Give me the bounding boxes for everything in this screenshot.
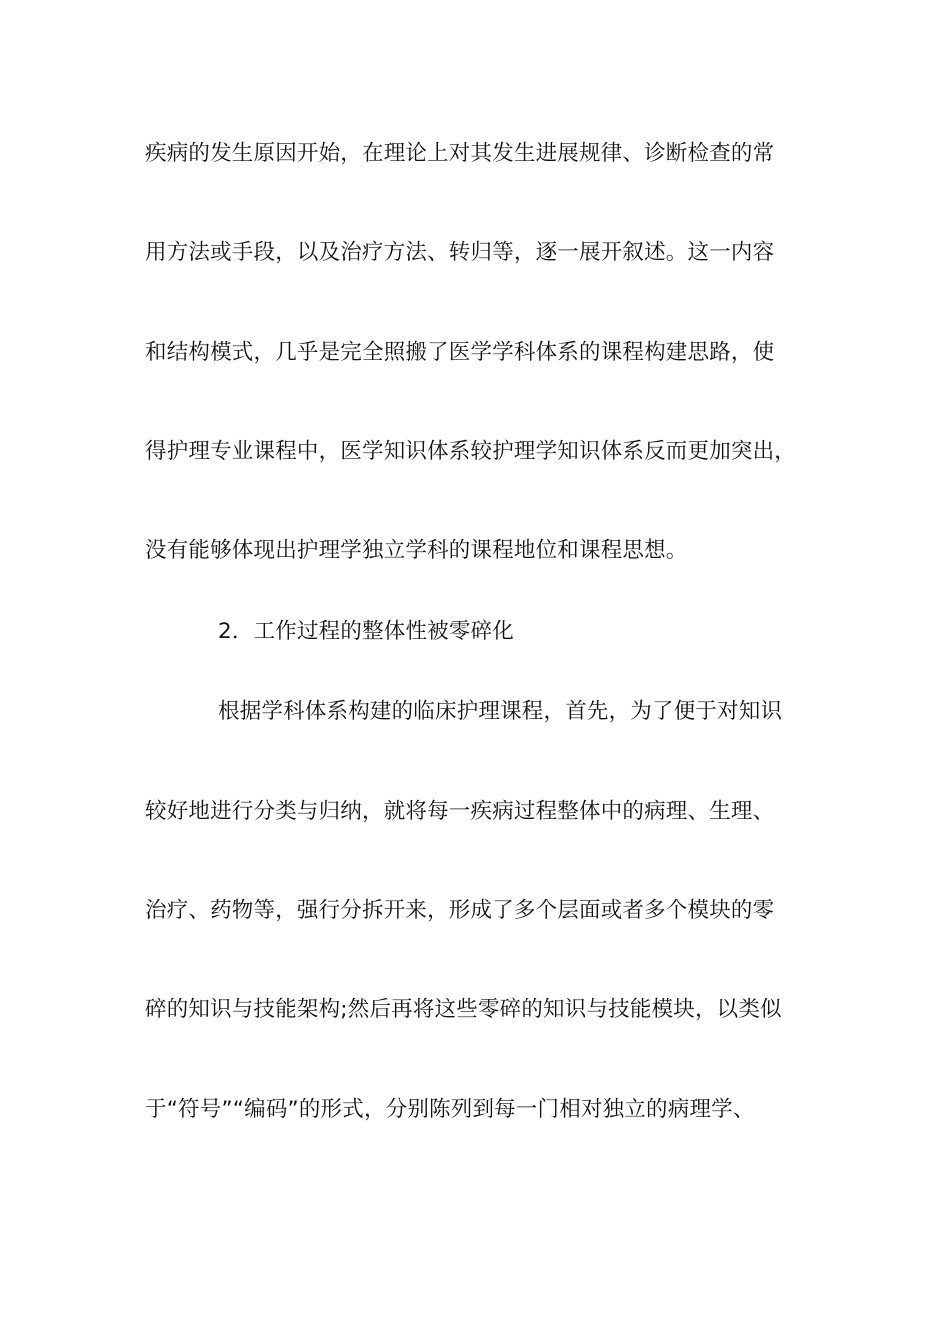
- paragraph-line: 根据学科体系构建的临床护理课程，首先，为了便于对知识: [218, 699, 783, 724]
- paragraph-line: 于“符号”“编码”的形式，分别陈列到每一门相对独立的病理学、: [145, 1097, 755, 1122]
- paragraph-line: 用方法或手段，以及治疗方法、转归等，逐一展开叙述。这一内容: [145, 240, 775, 265]
- paragraph-line: 较好地进行分类与归纳，就将每一疾病过程整体中的病理、生理、: [145, 799, 775, 824]
- section-heading: 2．工作过程的整体性被零碎化: [218, 619, 514, 644]
- paragraph-line: 和结构模式，几乎是完全照搬了医学学科体系的课程构建思路，使: [145, 340, 775, 365]
- paragraph-line: 得护理专业课程中，医学知识体系较护理学知识体系反而更加突出，: [145, 439, 797, 464]
- paragraph-line: 碎的知识与技能架构;然后再将这些零碎的知识与技能模块，以类似: [145, 997, 782, 1022]
- paragraph-line: 没有能够体现出护理学独立学科的课程地位和课程思想。: [145, 538, 688, 563]
- paragraph-line: 治疗、药物等，强行分拆开来，形成了多个层面或者多个模块的零: [145, 898, 775, 923]
- paragraph-line: 疾病的发生原因开始，在理论上对其发生进展规律、诊断检查的常: [145, 141, 775, 166]
